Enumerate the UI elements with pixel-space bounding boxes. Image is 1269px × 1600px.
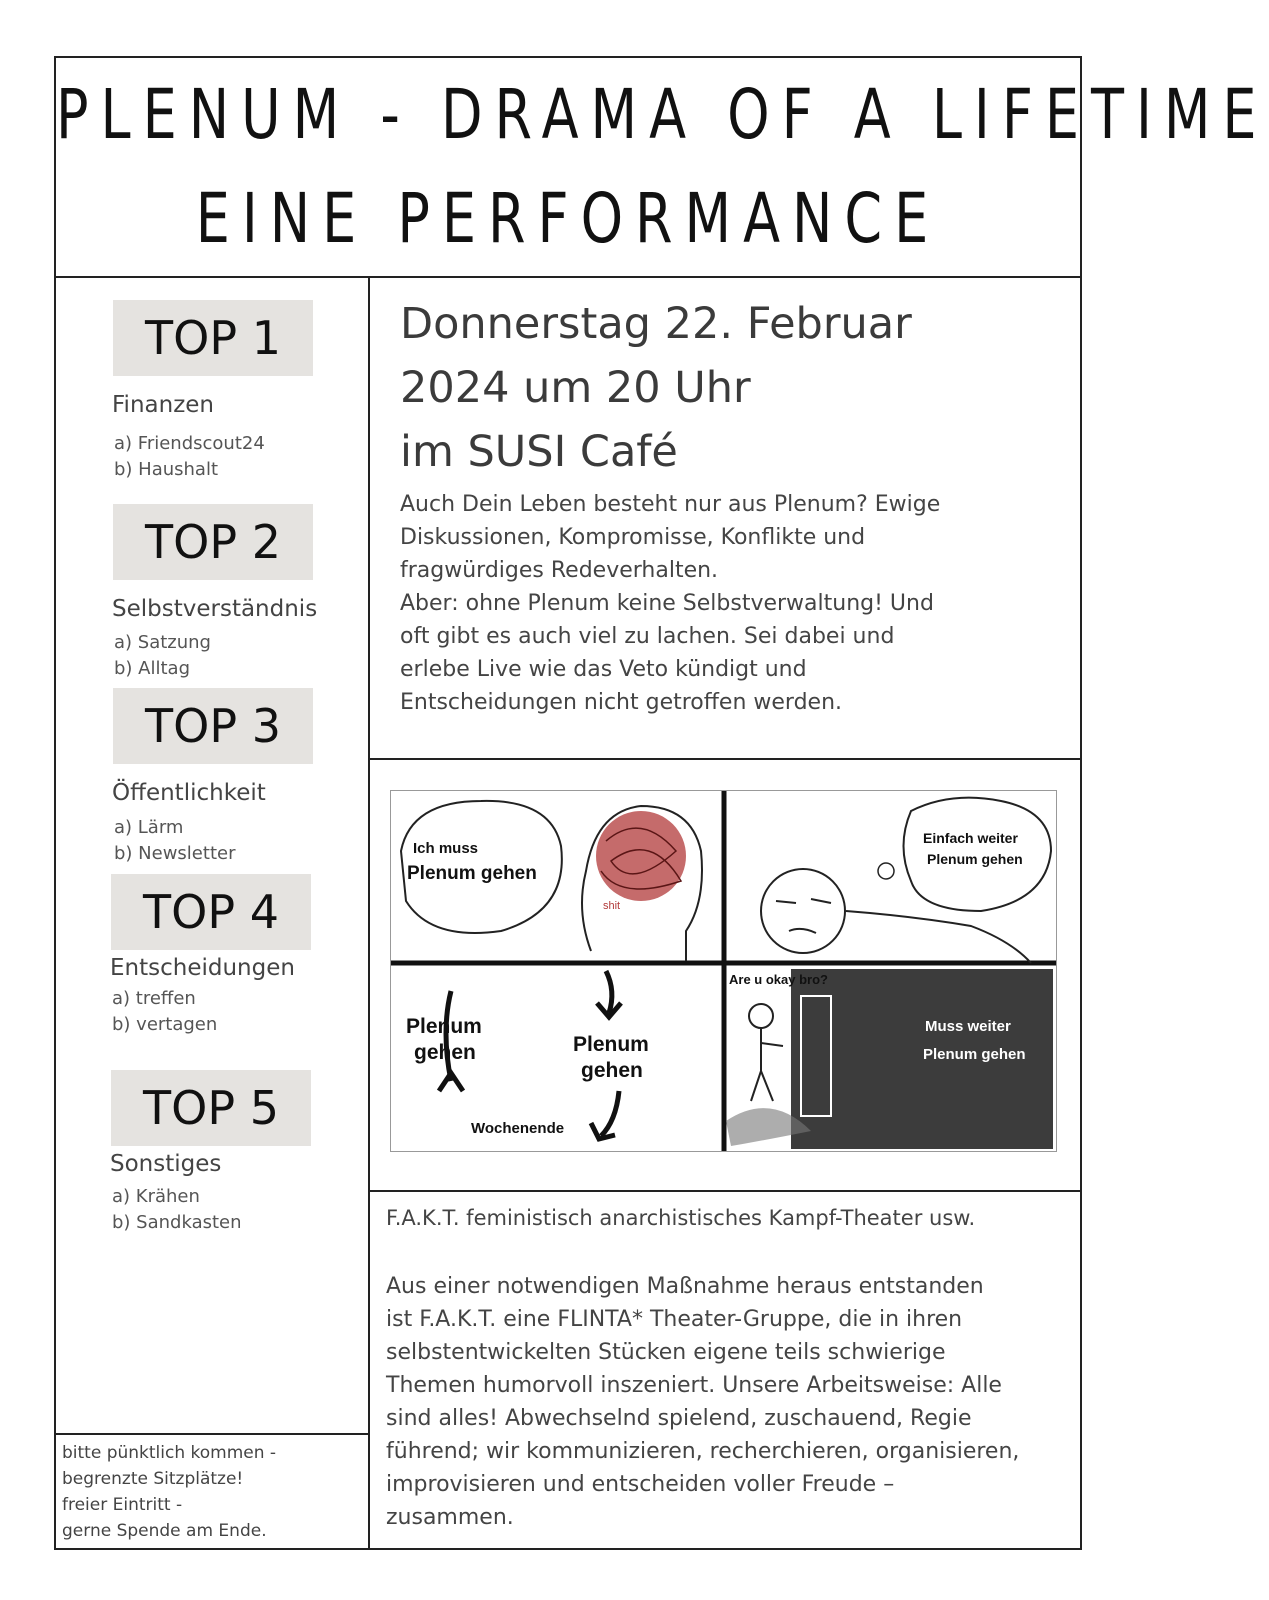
group-description-line: Themen humorvoll inszeniert. Unsere Arbeitsweise: Alle (386, 1373, 1002, 1398)
header-divider (54, 276, 1082, 278)
meme-divider (368, 1190, 1082, 1192)
event-date-line: Donnerstag 22. Februar (400, 299, 912, 349)
meme-text: Plenum gehen (407, 863, 537, 884)
meme-text: gehen (414, 1041, 476, 1064)
group-title: F.A.K.T. feministisch anarchistisches Kampf-Theater usw. (386, 1206, 976, 1230)
agenda-subitem: a) Krähen (112, 1186, 200, 1207)
meme-text: Plenum (573, 1033, 649, 1056)
description-line: fragwürdiges Redeverhalten. (400, 558, 719, 583)
agenda-subitem: a) Friendscout24 (114, 433, 265, 454)
agenda-heading: Entscheidungen (110, 955, 295, 981)
agenda-subitem: b) Sandkasten (112, 1212, 242, 1233)
agenda-badge: TOP 3 (113, 688, 313, 764)
group-description-line: Aus einer notwendigen Maßnahme heraus entstanden (386, 1274, 984, 1299)
agenda-subitems (112, 986, 217, 1038)
meme-text: Plenum gehen (927, 851, 1023, 867)
meme-text: Muss weiter (925, 1018, 1011, 1035)
admission-note (62, 1440, 362, 1544)
description-line: Entscheidungen nicht getroffen werden. (400, 690, 843, 715)
face-shape (761, 869, 845, 953)
group-description (386, 1270, 1056, 1534)
meme-text: Plenum gehen (923, 1046, 1026, 1063)
agenda-subitem: a) treffen (112, 988, 196, 1009)
agenda-heading: Öffentlichkeit (112, 780, 266, 806)
group-description-line: sind alles! Abwechselnd spielend, zuschauend, Regie (386, 1406, 972, 1431)
agenda-subitem: a) Satzung (114, 632, 211, 653)
meme-comic (390, 790, 1057, 1152)
agenda-heading: Sonstiges (110, 1151, 222, 1177)
description-line: Diskussionen, Kompromisse, Konflikte und (400, 525, 866, 550)
agenda-badge: TOP 4 (111, 874, 311, 950)
group-description-line: ist F.A.K.T. eine FLINTA* Theater-Gruppe, die in ihren (386, 1307, 963, 1332)
group-description-line: selbstentwickelten Stücken eigene teils schwierige (386, 1340, 946, 1365)
meme-text: Are u okay bro? (729, 972, 828, 987)
group-description-line: führend; wir kommunizieren, recherchieren, organisieren, (386, 1439, 1020, 1464)
agenda-subitem: b) Newsletter (114, 843, 236, 864)
agenda-heading: Selbstverständnis (112, 596, 318, 622)
description-line: Aber: ohne Plenum keine Selbstverwaltung! Und (400, 591, 934, 616)
meme-text: Plenum (406, 1015, 482, 1038)
event-description (400, 488, 1000, 719)
event-date (400, 292, 1060, 484)
agenda-subitems (114, 630, 211, 682)
event-date-line: 2024 um 20 Uhr (400, 363, 751, 413)
column-divider (368, 276, 370, 1550)
agenda-heading: Finanzen (112, 392, 214, 418)
event-divider (368, 758, 1082, 760)
group-description-line: improvisieren und entscheiden voller Freude – (386, 1472, 895, 1497)
brain-scribble-shape (596, 811, 686, 901)
meme-text: Ich muss (413, 840, 479, 857)
meme-text: Wochenende (471, 1120, 565, 1137)
description-line: oft gibt es auch viel zu lachen. Sei dabei und (400, 624, 895, 649)
note-line: gerne Spende am Ende. (62, 1521, 267, 1541)
agenda-badge: TOP 1 (113, 300, 313, 376)
agenda-badge: TOP 2 (113, 504, 313, 580)
meme-text: gehen (581, 1059, 643, 1082)
stick-figure-head (749, 1004, 773, 1028)
note-line: bitte pünktlich kommen - (62, 1443, 277, 1463)
note-line: begrenzte Sitzplätze! (62, 1469, 244, 1489)
poster-title: PLENUM - DRAMA OF A LIFETIME (56, 74, 1269, 156)
meme-drawing (391, 791, 1056, 1151)
meme-text: shit (603, 900, 621, 912)
event-location: im SUSI Café (400, 427, 678, 477)
group-description-line: zusammen. (386, 1505, 514, 1530)
agenda-subitems (114, 815, 235, 867)
agenda-subitem: a) Lärm (114, 817, 184, 838)
agenda-subitems (112, 1184, 242, 1236)
poster-subtitle: EINE PERFORMANCE (195, 178, 941, 260)
agenda-badge: TOP 5 (111, 1070, 311, 1146)
agenda-subitem: b) vertagen (112, 1014, 218, 1035)
agenda-subitem: b) Haushalt (114, 459, 219, 480)
note-line: freier Eintritt - (62, 1495, 183, 1515)
meme-text: Einfach weiter (923, 830, 1018, 846)
description-line: Auch Dein Leben besteht nur aus Plenum? Ewige (400, 492, 941, 517)
agenda-subitem: b) Alltag (114, 658, 190, 679)
agenda-subitems (114, 431, 265, 483)
description-line: erlebe Live wie das Veto kündigt und (400, 657, 807, 682)
footnote-divider (54, 1433, 370, 1435)
